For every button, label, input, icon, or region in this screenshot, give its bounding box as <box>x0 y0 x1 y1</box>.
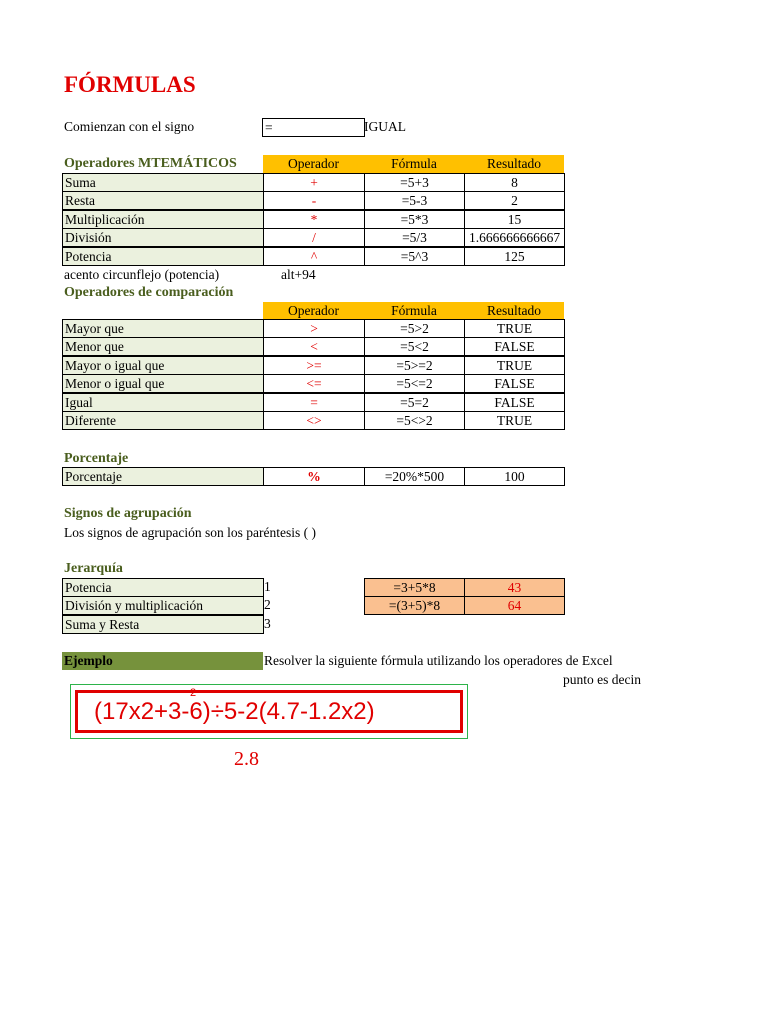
hierarchy-example-result-1[interactable]: 43 <box>464 578 565 597</box>
math-row-operator[interactable]: - <box>263 191 365 210</box>
math-row-label[interactable]: Resta <box>62 191 264 210</box>
math-row-result[interactable]: 15 <box>464 210 565 229</box>
compare-row-label[interactable]: Mayor o igual que <box>62 356 264 375</box>
math-row-formula[interactable]: =5/3 <box>364 228 465 247</box>
hierarchy-row-label[interactable]: Potencia <box>62 578 264 597</box>
math-row-label[interactable]: División <box>62 228 264 247</box>
compare-row-operator[interactable]: <= <box>263 374 365 393</box>
math-row-operator[interactable]: ^ <box>263 247 365 266</box>
percent-operator[interactable]: % <box>263 467 365 486</box>
example-label: Ejemplo <box>62 652 263 670</box>
hierarchy-row-label[interactable]: División y multiplicación <box>62 596 264 615</box>
hierarchy-row-order: 1 <box>264 579 271 594</box>
hierarchy-row-label[interactable]: Suma y Resta <box>62 615 264 634</box>
hierarchy-example-formula-2[interactable]: =(3+5)*8 <box>364 596 465 615</box>
power-note-label: acento circunflejo (potencia) <box>64 267 220 282</box>
hierarchy-example-result-2[interactable]: 64 <box>464 596 565 615</box>
compare-row-operator[interactable]: > <box>263 319 365 338</box>
compare-row-operator[interactable]: <> <box>263 411 365 430</box>
math-row-label[interactable]: Potencia <box>62 247 264 266</box>
compare-row-result[interactable]: TRUE <box>464 411 565 430</box>
compare-row-formula[interactable]: =5=2 <box>364 393 465 412</box>
compare-row-formula[interactable]: =5>=2 <box>364 356 465 375</box>
page-title: FÓRMULAS <box>64 72 196 97</box>
compare-row-formula[interactable]: =5<2 <box>364 337 465 356</box>
percent-section-title: Porcentaje <box>64 451 129 466</box>
compare-row-label[interactable]: Diferente <box>62 411 264 430</box>
compare-row-result[interactable]: FALSE <box>464 393 565 412</box>
compare-row-operator[interactable]: >= <box>263 356 365 375</box>
compare-row-result[interactable]: TRUE <box>464 356 565 375</box>
compare-row-label[interactable]: Menor o igual que <box>62 374 264 393</box>
math-row-operator[interactable]: / <box>263 228 365 247</box>
compare-row-formula[interactable]: =5<=2 <box>364 374 465 393</box>
math-header-operator: Operador <box>263 155 364 173</box>
math-row-formula[interactable]: =5*3 <box>364 210 465 229</box>
math-header-formula: Fórmula <box>364 155 464 173</box>
math-row-result[interactable]: 2 <box>464 191 565 210</box>
hierarchy-section-title: Jerarquía <box>64 561 123 576</box>
power-note-value: alt+94 <box>281 267 316 282</box>
math-row-result[interactable]: 8 <box>464 173 565 192</box>
formula-image-text: (17x2+3-6)÷5-2(4.7-1.2x2) <box>94 698 375 725</box>
compare-header-operator: Operador <box>263 302 364 320</box>
percent-result[interactable]: 100 <box>464 467 565 486</box>
math-row-label[interactable]: Multiplicación <box>62 210 264 229</box>
math-header-result: Resultado <box>464 155 564 173</box>
math-row-operator[interactable]: + <box>263 173 365 192</box>
example-instruction: Resolver la siguiente fórmula utilizando los operadores de Excel <box>264 653 613 668</box>
compare-row-operator[interactable]: = <box>263 393 365 412</box>
compare-section-title: Operadores de comparación <box>64 285 234 300</box>
compare-row-result[interactable]: TRUE <box>464 319 565 338</box>
percent-label[interactable]: Porcentaje <box>62 467 264 486</box>
intro-value-cell[interactable]: = <box>262 118 365 137</box>
example-answer[interactable]: 2.8 <box>234 748 259 770</box>
math-row-label[interactable]: Suma <box>62 173 264 192</box>
compare-row-label[interactable]: Mayor que <box>62 319 264 338</box>
compare-row-label[interactable]: Menor que <box>62 337 264 356</box>
formula-exponent: 2 <box>190 687 197 699</box>
formula-image-frame[interactable] <box>70 684 468 739</box>
hierarchy-example-formula-1[interactable]: =3+5*8 <box>364 578 465 597</box>
math-row-formula[interactable]: =5^3 <box>364 247 465 266</box>
hierarchy-row-order: 3 <box>264 616 271 631</box>
compare-row-formula[interactable]: =5<>2 <box>364 411 465 430</box>
intro-label: Comienzan con el signo <box>64 119 195 134</box>
grouping-section-title: Signos de agrupación <box>64 506 192 521</box>
compare-header-result: Resultado <box>464 302 564 320</box>
example-note: punto es decin <box>563 672 641 687</box>
math-row-result[interactable]: 125 <box>464 247 565 266</box>
formula-image <box>75 687 463 733</box>
hierarchy-row-order: 2 <box>264 597 271 612</box>
math-row-formula[interactable]: =5-3 <box>364 191 465 210</box>
compare-row-formula[interactable]: =5>2 <box>364 319 465 338</box>
math-row-result[interactable]: 1.666666666667 <box>464 228 565 247</box>
percent-formula[interactable]: =20%*500 <box>364 467 465 486</box>
math-row-formula[interactable]: =5+3 <box>364 173 465 192</box>
compare-row-result[interactable]: FALSE <box>464 374 565 393</box>
math-row-operator[interactable]: * <box>263 210 365 229</box>
compare-header-formula: Fórmula <box>364 302 464 320</box>
grouping-text: Los signos de agrupación son los paréntesis ( ) <box>64 525 316 540</box>
compare-row-operator[interactable]: < <box>263 337 365 356</box>
compare-row-label[interactable]: Igual <box>62 393 264 412</box>
math-section-title: Operadores MTEMÁTICOS <box>64 156 237 171</box>
intro-suffix: IGUAL <box>364 119 406 134</box>
compare-row-result[interactable]: FALSE <box>464 337 565 356</box>
